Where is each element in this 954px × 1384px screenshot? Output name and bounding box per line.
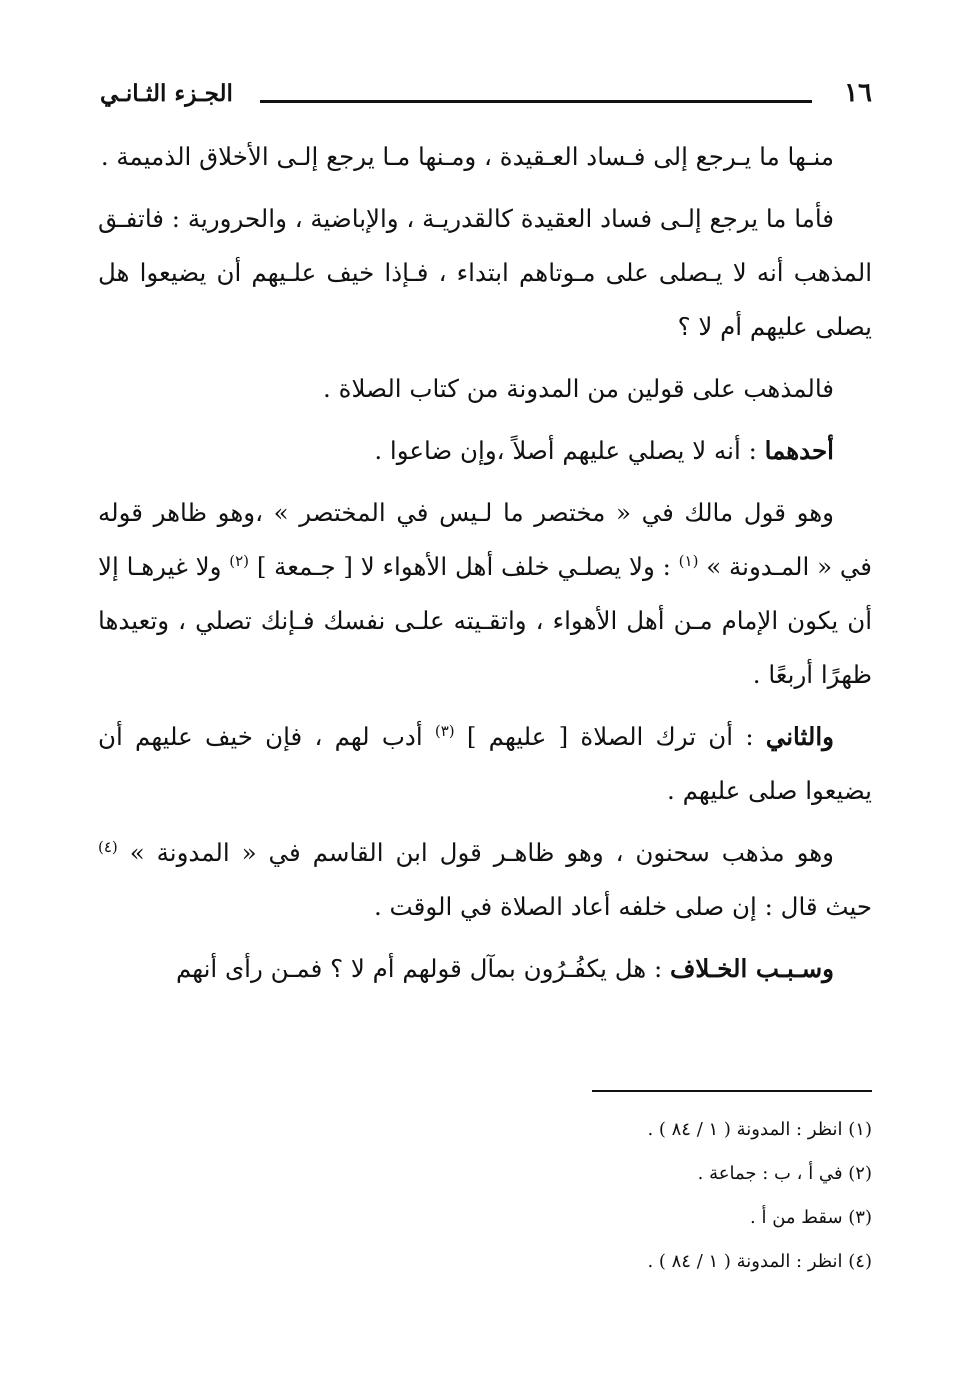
paragraph-text: فالمذهب على قولين من المدونة من كتاب الصلاة .	[323, 374, 834, 403]
paragraph-lead: والثاني	[765, 722, 834, 751]
paragraph-text: منـها ما يـرجع إلى فـساد العـقيدة ، ومـنها مـا يرجع إلـى الأخلاق الذميمة .	[100, 142, 834, 171]
paragraph-text: وهو قول مالك في « مختصر ما لـيس في المختصر » ،وهو ظاهر قوله في « المـدونة »	[98, 498, 872, 581]
footnote-ref[interactable]: (٢)	[229, 551, 250, 570]
page-header	[100, 78, 872, 118]
paragraph-8	[98, 942, 872, 996]
paragraph-text: حيث قال : إن صلى خلفه أعاد الصلاة في الوقت .	[373, 892, 872, 921]
paragraph-text: : أن ترك الصلاة [ عليهم ]	[454, 722, 766, 751]
running-title: الجـزء الثـانـي	[100, 80, 233, 107]
paragraph-lead: وسـبـب الخـلاف	[670, 954, 834, 983]
footnote-ref[interactable]: (٣)	[434, 721, 455, 740]
footnote-3: (٣) سقط من أ .	[750, 1207, 872, 1228]
footnote-2: (٢) في أ ، ب : جماعة .	[697, 1163, 872, 1184]
footnote-4: (٤) انظر : المدونة ( ١ / ٨٤ ) .	[647, 1251, 872, 1272]
footnote-ref[interactable]: (٤)	[98, 837, 118, 856]
footnote-1: (١) انظر : المدونة ( ١ / ٨٤ ) .	[647, 1119, 872, 1140]
paragraph-3	[98, 362, 872, 416]
paragraph-text: : هل يكفُـرُون بمآل قولهم أم لا ؟ فمـن رأى أنهم	[175, 954, 671, 983]
paragraph-5	[98, 486, 872, 702]
page-number: ١٦	[844, 78, 872, 108]
paragraph-7	[98, 826, 872, 934]
paragraph-1	[98, 130, 872, 184]
paragraph-text: فأما ما يرجع إلـى فساد العقيدة كالقدريـة ، والإباضية ، والحرورية : فاتفـق المذهب أنه لا يـصلى على مـوتاهم ابتداء ، فـإذا خيف علـيهم أن يضيعوا هل يصلى عليهم أم لا ؟	[98, 204, 872, 341]
paragraph-text: : أنه لا يصلي عليهم أصلاً ،وإن ضاعوا .	[374, 436, 765, 465]
paragraph-text: أدب لهم ، فإن خيف عليهم أن يضيعوا صلى عليهم .	[98, 722, 872, 805]
footnote-separator	[592, 1090, 872, 1092]
paragraph-4	[98, 424, 872, 478]
paragraph-text: : ولا يصلـي خلف أهل الأهواء لا [ جـمعة ]	[249, 552, 679, 581]
footnotes	[500, 1108, 872, 1284]
paragraph-lead: أحدهما	[764, 436, 834, 465]
header-rule	[260, 100, 812, 103]
main-text	[98, 130, 872, 1004]
paragraph-2	[98, 192, 872, 354]
footnote-ref[interactable]: (١)	[678, 551, 699, 570]
paragraph-text: ولا غيرهـا إلا أن يكون الإمام مـن أهل الأهواء ، واتقـيته علـى نفسك فـإنك تصلي ، وتعيدها ظهرًا أربعًا .	[98, 552, 872, 689]
paragraph-6	[98, 710, 872, 818]
paragraph-text: وهو مذهب سحنون ، وهو ظاهـر قول ابن القاسم في « المدونة »	[117, 838, 834, 867]
